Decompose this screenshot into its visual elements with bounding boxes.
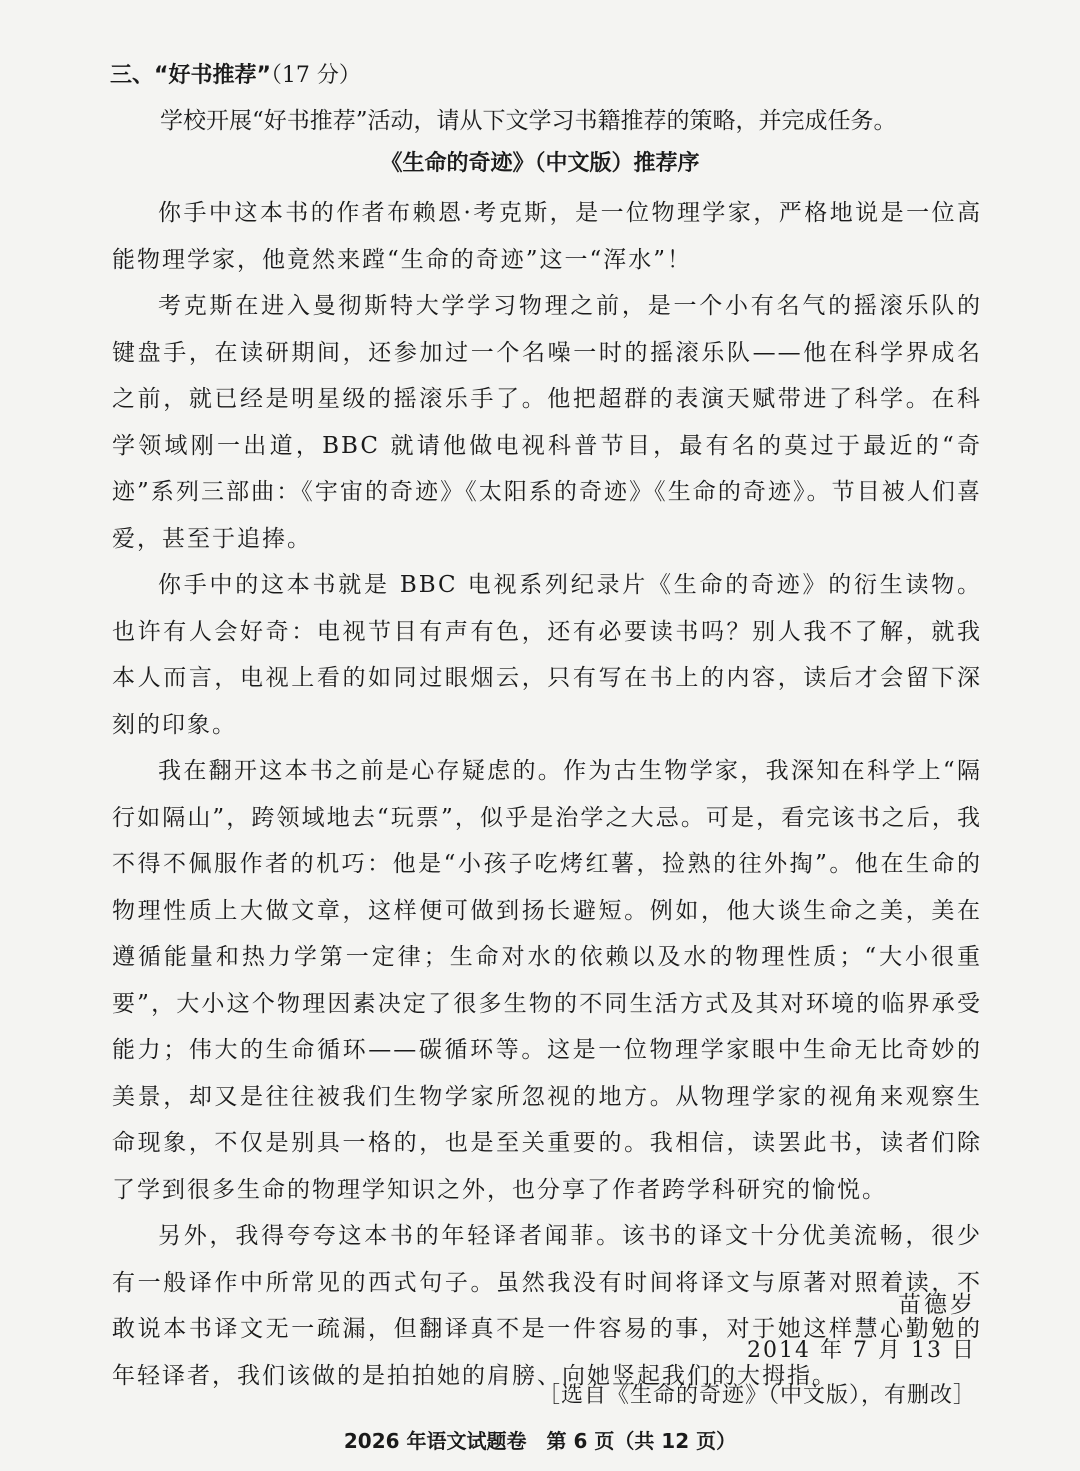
task-intro: 学校开展“好书推荐”活动，请从下文学习书籍推荐的策略，并完成任务。 xyxy=(160,108,897,134)
essay-paragraph: 另外，我得夸夸这本书的年轻译者闻菲。该书的译文十分优美流畅，很少有一般译作中所常见的西式句子。虽然我没有时间将译文与原著对照着读，不敢说本书译文无一疏漏，但翻译真不是一件容易的事，对于她这样慧心勤勉的年轻译者，我们该做的是拍拍她的肩膀、向她竖起我们的大拇指。 xyxy=(112,1223,982,1389)
section-heading xyxy=(110,62,361,90)
essay-date: 2014 年 7 月 13 日 xyxy=(747,1338,976,1363)
essay-author: 苗德岁 xyxy=(898,1292,976,1318)
essay-paragraph: 你手中这本书的作者布赖恩·考克斯，是一位物理学家，严格地说是一位高能物理学家，他竟然来蹚“生命的奇迹”这一“浑水”！ xyxy=(112,200,982,273)
essay-paragraph: 我在翻开这本书之前是心存疑虑的。作为古生物学家，我深知在科学上“隔行如隔山”，跨领域地去“玩票”，似乎是治学之大忌。可是，看完该书之后，我不得不佩服作者的机巧：他是“小孩子吃烤红薯，捡熟的往外掏”。他在生命的物理性质上大做文章，这样便可做到扬长避短。例如，他大谈生命之美，美在遵循能量和热力学第一定律；生命对水的依赖以及水的物理性质；“大小很重要”，大小这个物理因素决定了很多生物的不同生活方式及其对环境的临界承受能力；伟大的生命循环——碳循环等。这是一位物理学家眼中生命无比奇妙的美景，却又是往往被我们生物学家所忽视的地方。从物理学家的视角来观察生命现象，不仅是别具一格的，也是至关重要的。我相信，读罢此书，读者们除了学到很多生命的物理学知识之外，也分享了作者跨学科研究的愉悦。 xyxy=(112,758,982,1203)
page-footer: 2026 年语文试题卷 第 6 页（共 12 页） xyxy=(343,1429,737,1453)
essay-body xyxy=(112,190,982,1399)
essay-paragraph: 考克斯在进入曼彻斯特大学学习物理之前，是一个小有名气的摇滚乐队的键盘手，在读研期间，还参加过一个名噪一时的摇滚乐队——他在科学界成名之前，就已经是明星级的摇滚乐手了。他把超群的表演天赋带进了科学。在科学领域刚一出道，BBC 就请他做电视科普节目，最有名的莫过于最近的“奇迹”系列三部曲：《宇宙的奇迹》《太阳系的奇迹》《生命的奇迹》。节目被人们喜爱，甚至于追捧。 xyxy=(112,293,982,552)
essay-paragraph: 你手中的这本书就是 BBC 电视系列纪录片《生命的奇迹》的衍生读物。也许有人会好奇：电视节目有声有色，还有必要读书吗？别人我不了解，就我本人而言，电视上看的如同过眼烟云，只有写在书上的内容，读后才会留下深刻的印象。 xyxy=(112,572,982,738)
essay-title: 《生命的奇迹》（中文版）推荐序 xyxy=(380,151,700,176)
essay-source: ［选自《生命的奇迹》（中文版），有删改］ xyxy=(537,1383,976,1408)
section-heading-title: 三、“好书推荐” xyxy=(110,63,271,88)
section-score: （17 分） xyxy=(270,63,361,88)
